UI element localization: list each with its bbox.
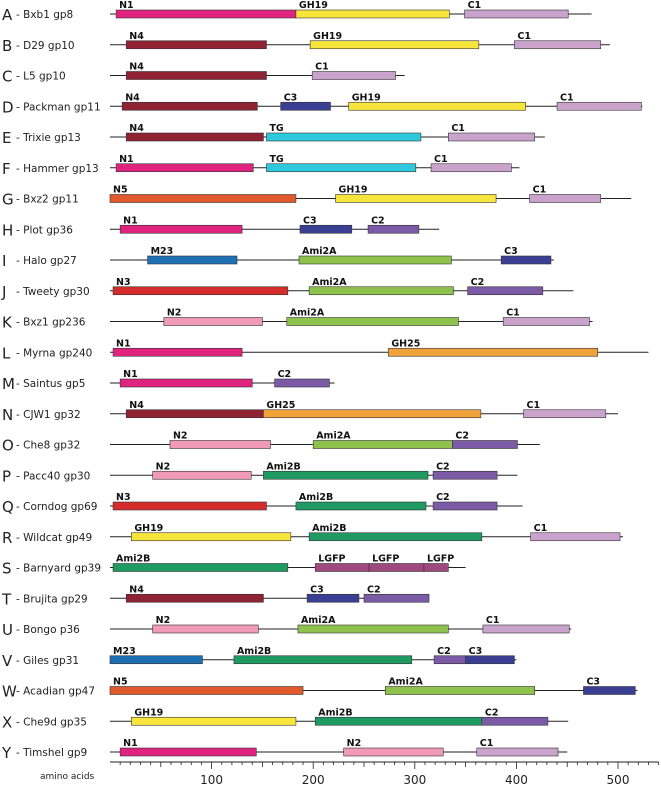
- domain-label: C3: [310, 584, 324, 596]
- domain-c3-bar: [300, 225, 352, 233]
- axis-tick-label: 400: [504, 773, 528, 787]
- domain-label: N1: [116, 338, 131, 350]
- protein-name: - Che8 gp32: [16, 439, 81, 452]
- domain-c2-bar: [433, 502, 497, 510]
- domain-c1-bar: [448, 133, 534, 141]
- domain-label: C2: [470, 276, 485, 288]
- domain-label: C1: [532, 184, 547, 196]
- domain-c3-bar: [501, 256, 551, 264]
- row-letter: S: [2, 559, 12, 578]
- domain-n1-bar: [120, 379, 252, 387]
- domain-label: N4: [129, 61, 144, 73]
- protein-row: [2, 92, 642, 116]
- domain-gh25-bar: [263, 410, 480, 418]
- domain-label: C1: [315, 61, 329, 73]
- domain-ami2b-bar: [309, 533, 482, 541]
- domain-label: GH19: [134, 707, 164, 719]
- protein-name: - Hammer gp13: [16, 162, 99, 175]
- domain-label: Ami2B: [116, 553, 151, 565]
- domain-n3-bar: [113, 287, 288, 295]
- domain-label: N2: [155, 615, 171, 626]
- domain-label: C1: [485, 615, 500, 626]
- row-letter: B: [2, 36, 13, 55]
- domain-label: C2: [437, 645, 451, 657]
- domain-c1-bar: [514, 41, 600, 49]
- row-letter: H: [2, 221, 14, 240]
- domain-label: N1: [123, 215, 138, 227]
- protein-row: [2, 123, 545, 147]
- domain-n3-bar: [113, 502, 266, 510]
- axis-tick-label: 300: [403, 773, 427, 787]
- domain-label: C3: [504, 246, 518, 257]
- domain-label: GH25: [266, 399, 296, 411]
- protein-row: [2, 646, 516, 670]
- domain-label: LGFP: [372, 553, 400, 565]
- domain-label: N4: [129, 584, 144, 596]
- domain-n1-bar: [116, 10, 296, 18]
- domain-n4-bar: [126, 410, 263, 418]
- domain-n2-bar: [164, 318, 263, 326]
- domain-label: Ami2A: [312, 276, 347, 288]
- domain-label: Ami2B: [298, 492, 334, 503]
- domain-label: N4: [125, 92, 140, 104]
- protein-name: - Barnyard gp39: [16, 562, 102, 575]
- row-letter: J: [2, 282, 7, 301]
- domain-label: Ami2B: [236, 645, 272, 657]
- domain-label: GH19: [313, 30, 343, 42]
- row-letter: D: [2, 98, 14, 117]
- domain-label: N4: [129, 30, 144, 42]
- protein-row: [2, 707, 568, 731]
- domain-label: GH19: [351, 92, 381, 104]
- domain-c3-bar: [583, 687, 635, 695]
- domain-n1-bar: [113, 348, 242, 356]
- domain-label: C1: [517, 30, 531, 42]
- domain-c1-bar: [503, 318, 589, 326]
- protein-name: - Bxb1 gp8: [16, 9, 74, 21]
- domain-label: M23: [113, 645, 136, 657]
- row-letter: M: [2, 375, 15, 393]
- domain-gh25-bar: [388, 348, 597, 356]
- domain-n1-bar: [120, 225, 242, 233]
- domain-ami2b-bar: [315, 717, 482, 725]
- domain-label: C2: [455, 430, 469, 442]
- axis-title: amino acids: [40, 772, 95, 782]
- domain-tg-bar: [266, 164, 415, 172]
- domain-gh19-bar: [349, 102, 526, 110]
- domain-label: Ami2A: [300, 615, 336, 626]
- domain-c1-bar: [431, 164, 511, 172]
- domain-c1-bar: [524, 410, 606, 418]
- domain-n4-bar: [126, 72, 266, 80]
- amino-acid-axis: [40, 762, 659, 787]
- domain-c1-bar: [477, 748, 558, 756]
- protein-row: [2, 185, 631, 209]
- domain-m23-bar: [110, 656, 202, 664]
- domain-c3-bar: [307, 594, 359, 602]
- domain-label: C1: [533, 522, 548, 534]
- row-letter: F: [2, 159, 11, 178]
- domain-n4-bar: [126, 594, 263, 602]
- domain-c2-bar: [434, 656, 465, 664]
- protein-row: [2, 461, 517, 485]
- domain-label: Ami2A: [316, 430, 351, 442]
- domain-ami2a-bar: [287, 318, 459, 326]
- domain-label: GH19: [338, 184, 368, 196]
- protein-name: - L5 gp10: [16, 70, 66, 83]
- protein-row: [2, 554, 466, 578]
- protein-name: - Bongo p36: [16, 624, 80, 636]
- domain-c2-bar: [275, 379, 330, 387]
- domain-label: Ami2A: [289, 307, 325, 319]
- protein-row: [2, 615, 571, 639]
- row-letter: I: [2, 252, 7, 270]
- domain-label: C1: [451, 123, 465, 134]
- protein-row: [2, 400, 618, 424]
- row-letter: Y: [2, 744, 12, 762]
- domain-label: C1: [506, 307, 520, 319]
- row-letter: A: [2, 6, 13, 24]
- domain-lgfp-bar: [315, 564, 369, 572]
- domain-label: N2: [172, 430, 188, 442]
- domain-label: C3: [302, 215, 317, 227]
- domain-label: N3: [116, 276, 131, 288]
- domain-label: N2: [346, 738, 362, 749]
- domain-c2-bar: [364, 594, 429, 602]
- domain-gh19-bar: [336, 195, 497, 203]
- protein-row: [2, 369, 335, 393]
- protein-name: - Bxz2 gp11: [16, 193, 79, 206]
- domain-lgfp-bar: [369, 564, 424, 572]
- domain-gh19-bar: [131, 717, 296, 725]
- domain-ami2a-bar: [298, 625, 448, 633]
- domain-n2-bar: [153, 625, 259, 633]
- domain-label: N2: [155, 461, 171, 473]
- protein-name: - Timshel gp9: [16, 747, 88, 759]
- domain-n4-bar: [126, 41, 266, 49]
- domain-c1-bar: [531, 533, 620, 541]
- protein-row: [1, 277, 573, 301]
- protein-row: [2, 215, 439, 239]
- domain-label: C1: [526, 399, 541, 411]
- protein-row: [2, 62, 405, 86]
- domain-label: C2: [436, 492, 450, 503]
- protein-name: - D29 gp10: [16, 39, 75, 52]
- domain-gh19-bar: [131, 533, 291, 541]
- domain-label: Ami2B: [318, 707, 353, 719]
- domain-n4-bar: [122, 102, 257, 110]
- domain-label: N4: [129, 399, 144, 411]
- domain-label: N4: [129, 123, 144, 134]
- domain-label: LGFP: [318, 553, 346, 565]
- row-letter: K: [2, 313, 12, 332]
- domain-label: GH19: [298, 0, 328, 11]
- protein-row: [1, 738, 567, 762]
- domain-label: C3: [586, 676, 601, 688]
- domain-lgfp-bar: [424, 564, 448, 572]
- row-letter: C: [2, 67, 13, 86]
- protein-name: - Plot gp36: [16, 224, 73, 237]
- domain-c2-bar: [482, 717, 548, 725]
- axis-tick-label: 500: [606, 773, 630, 787]
- protein-name: - Trixie gp13: [16, 132, 81, 144]
- domain-label: C1: [434, 153, 448, 165]
- domain-label: N3: [116, 492, 131, 503]
- protein-name: - Che9d gp35: [16, 716, 87, 729]
- protein-row: [2, 246, 554, 270]
- domain-c1-bar: [465, 10, 569, 18]
- domain-label: N1: [119, 0, 134, 11]
- domain-c1-bar: [483, 625, 569, 633]
- domain-c1-bar: [312, 72, 395, 80]
- protein-name: - Wildcat gp49: [16, 531, 93, 544]
- domain-n2-bar: [344, 748, 444, 756]
- domain-c1-bar: [530, 195, 601, 203]
- domain-c3-bar: [466, 656, 515, 664]
- domain-label: M23: [150, 246, 174, 257]
- protein-name: - Saintus gp5: [16, 378, 86, 390]
- domain-n5-bar: [110, 195, 296, 203]
- row-letter: E: [2, 129, 12, 147]
- protein-name: - Tweety gp30: [16, 285, 90, 298]
- domain-label: Ami2B: [266, 461, 301, 473]
- protein-name: - Myrna gp240: [16, 347, 93, 360]
- protein-name: - Bxz1 gp236: [16, 316, 86, 329]
- domain-label: N1: [123, 738, 138, 749]
- row-letter: O: [2, 436, 14, 455]
- protein-row: [2, 492, 522, 516]
- domain-c3-bar: [281, 102, 331, 110]
- domain-ami2a-bar: [309, 287, 453, 295]
- protein-name: - Giles gp31: [16, 654, 80, 667]
- domain-label: C2: [277, 369, 292, 380]
- domain-label: C1: [479, 738, 494, 749]
- domain-ami2b-bar: [296, 502, 426, 510]
- domain-label: C2: [367, 584, 381, 596]
- protein-name: - Corndog gp69: [16, 501, 98, 513]
- domain-label: TG: [269, 153, 284, 165]
- protein-row: [2, 308, 593, 332]
- domain-label: N5: [113, 184, 128, 196]
- row-letter: T: [2, 590, 12, 609]
- protein-name: - Pacc40 gp30: [16, 470, 91, 483]
- domain-c2-bar: [468, 287, 543, 295]
- row-letter: Q: [2, 498, 14, 516]
- protein-row: [2, 523, 623, 547]
- domain-label: C1: [467, 0, 482, 11]
- domain-ami2b-bar: [113, 564, 288, 572]
- domain-label: C2: [436, 461, 450, 473]
- axis-tick-label: 100: [200, 773, 224, 787]
- domain-label: LGFP: [426, 553, 455, 565]
- domain-label: N5: [113, 676, 128, 688]
- row-letter: P: [2, 467, 12, 486]
- domain-label: Ami2A: [301, 246, 337, 257]
- protein-row: [1, 584, 429, 608]
- row-letter: L: [2, 344, 11, 363]
- domain-n1-bar: [120, 748, 256, 756]
- protein-rows: [1, 0, 648, 762]
- domain-label: C2: [484, 707, 499, 719]
- domain-label: Ami2B: [312, 522, 347, 534]
- domain-n2-bar: [170, 441, 271, 449]
- domain-label: C3: [283, 92, 298, 104]
- protein-name: - Halo gp27: [16, 255, 77, 267]
- protein-row: [2, 0, 592, 24]
- domain-c2-bar: [433, 471, 497, 479]
- domain-label: N1: [123, 369, 138, 380]
- axis-tick-label: 200: [301, 773, 325, 787]
- domain-n4-bar: [126, 133, 263, 141]
- protein-name: - Packman gp11: [16, 101, 101, 114]
- domain-ami2b-bar: [263, 471, 428, 479]
- domain-label: GH25: [391, 338, 421, 350]
- domain-ami2a-bar: [313, 441, 452, 449]
- row-letter: W: [2, 682, 17, 701]
- domain-n1-bar: [116, 164, 253, 172]
- domain-c2-bar: [452, 441, 517, 449]
- protein-name: - Acadian gp47: [16, 685, 96, 698]
- domain-gh19-bar: [310, 41, 479, 49]
- domain-label: C3: [468, 645, 483, 657]
- domain-label: GH19: [134, 522, 164, 534]
- protein-row: [2, 677, 637, 701]
- protein-row: [2, 431, 540, 455]
- domain-ami2a-bar: [385, 687, 534, 695]
- domain-label: TG: [269, 123, 284, 134]
- row-letter: U: [2, 621, 13, 639]
- protein-row: [2, 31, 610, 55]
- row-letter: N: [2, 405, 14, 424]
- row-letter: X: [2, 713, 13, 732]
- domain-n5-bar: [110, 687, 303, 695]
- domain-label: N2: [166, 307, 182, 319]
- domain-ami2a-bar: [299, 256, 451, 264]
- domain-ami2b-bar: [234, 656, 412, 664]
- domain-c2-bar: [368, 225, 419, 233]
- protein-row: [2, 154, 519, 178]
- domain-m23-bar: [148, 256, 237, 264]
- domain-tg-bar: [266, 133, 420, 141]
- domain-label: Ami2A: [388, 676, 423, 688]
- domain-c1-bar: [557, 102, 641, 110]
- domain-label: N1: [119, 153, 134, 165]
- domain-gh19-bar: [296, 10, 449, 18]
- protein-row: [2, 338, 648, 362]
- row-letter: G: [2, 190, 14, 209]
- domain-label: C1: [560, 92, 574, 104]
- protein-name: - CJW1 gp32: [16, 408, 81, 421]
- domain-label: C2: [371, 215, 385, 227]
- domain-n2-bar: [153, 471, 252, 479]
- protein-name: - Brujita gp29: [16, 593, 88, 606]
- row-letter: V: [2, 651, 13, 670]
- row-letter: R: [2, 528, 13, 547]
